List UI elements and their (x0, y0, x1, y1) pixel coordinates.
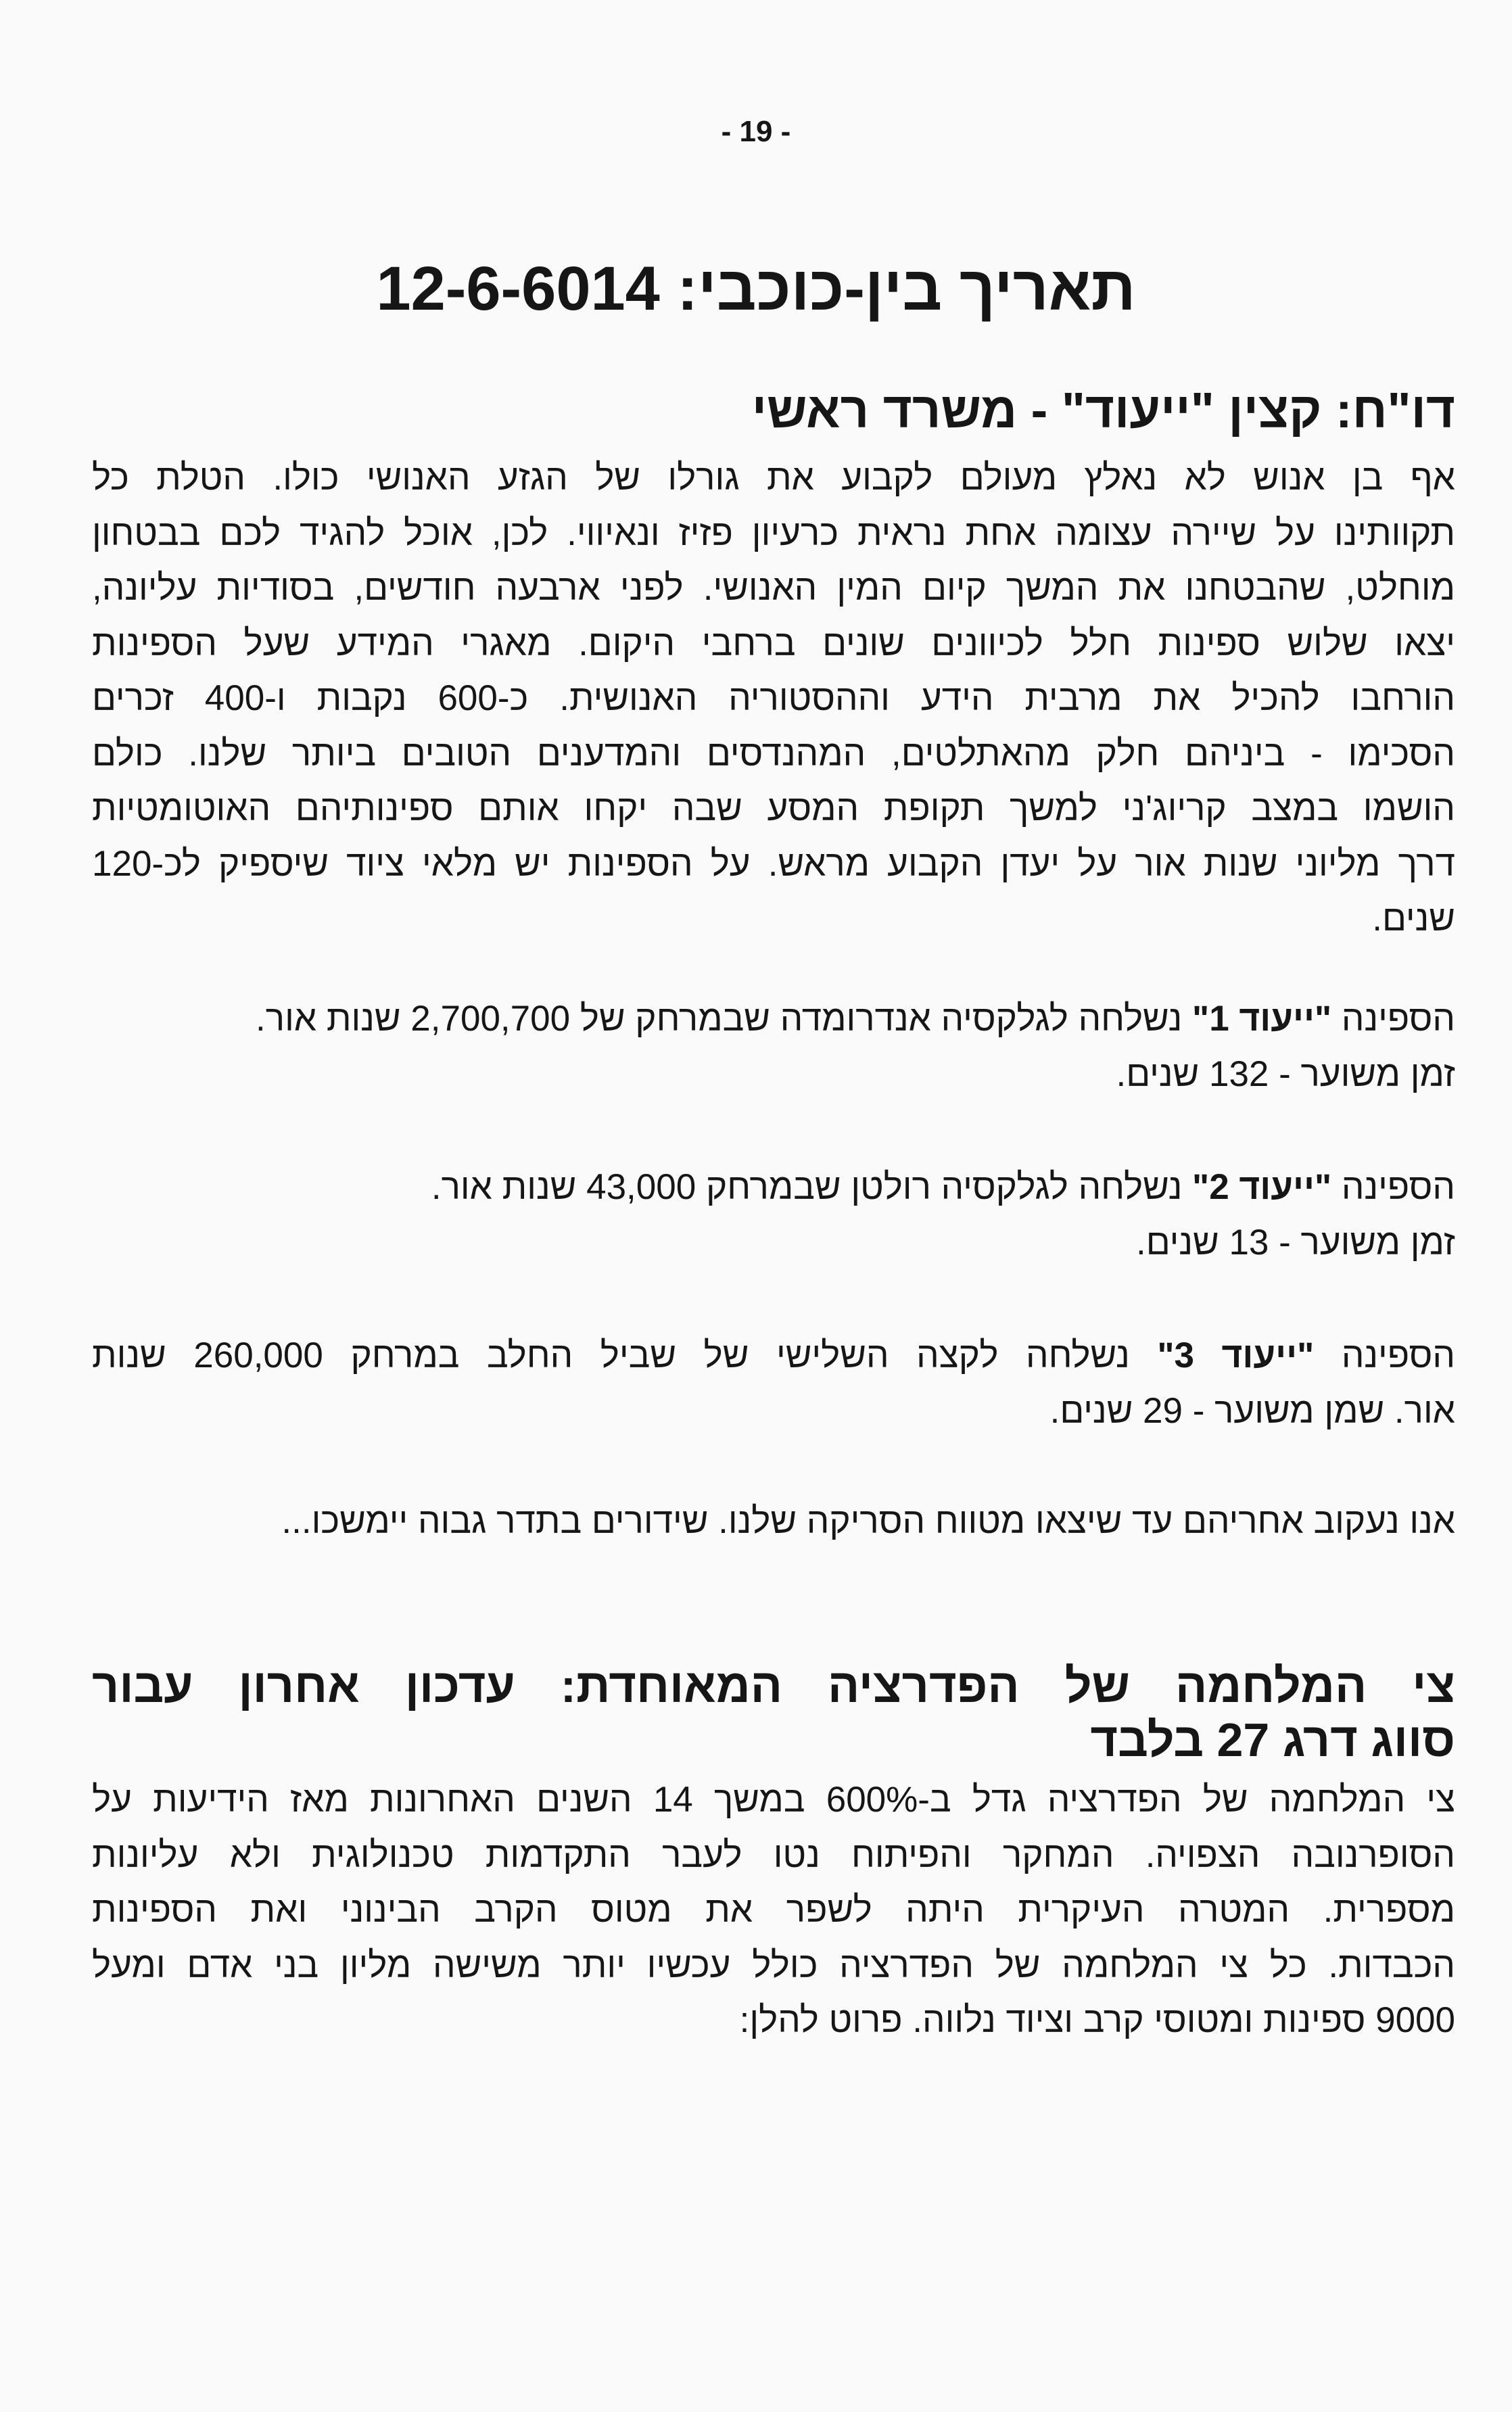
ship-3-paragraph (92, 1328, 1455, 1438)
fleet-heading (92, 1659, 1455, 1767)
fleet-heading-line: צי המלחמה של הפדרציה המאוחדת: עדכון אחרון עבור (92, 1659, 1455, 1712)
body-line: תקוותינו על שיירה עצומה אחת נראית כרעיון פזיז ונאיווי. לכן, אוכל להגיד לכם בבטחון (92, 513, 1455, 553)
ship-name: "ייעוד 2" (1192, 1167, 1332, 1207)
ship-description: נשלחה לגלקסיה רולטן שבמרחק 43,000 שנות אור. (431, 1167, 1193, 1207)
ship-name: "ייעוד 3" (1157, 1335, 1315, 1375)
body-line: הסופרנובה הצפויה. המחקר והפיתוח נטו לעבר התקדמות טכנולוגית ולא עליונות (92, 1835, 1455, 1875)
report-heading: דו"ח: קצין "ייעוד" - משרד ראשי (751, 382, 1455, 438)
body-line: הורחבו להכיל את מרבית הידע וההסטוריה האנושית. כ-600 נקבות ו-400 זכרים (92, 678, 1455, 718)
body-line: מוחלט, שהבטחנו את המשך קיום המין האנושי. לפני ארבעה חודשים, בסודיות עליונה, (92, 568, 1455, 608)
ship-description: נשלחה לגלקסיה אנדרומדה שבמרחק של 2,700,700 שנות אור. (256, 999, 1193, 1039)
body-line: שנים. (1372, 899, 1455, 939)
body-line: אף בן אנוש לא נאלץ מעולם לקבוע את גורלו של הגזע האנושי כולו. הטלת כל (92, 458, 1455, 498)
body-line: הושמו במצב קריוג'ני למשך תקופת המסע שבה יקחו אותם ספינותיהם האוטומטיות (92, 788, 1455, 828)
fleet-body (92, 1772, 1455, 2048)
page-title: תאריך בין-כוכבי: 12-6-6014 (376, 254, 1136, 323)
ship-1-paragraph (92, 991, 1455, 1102)
body-line: 9000 ספינות ומטוסי קרב וציוד נלווה. פרוט להלן: (739, 2000, 1455, 2040)
ship-prefix: הספינה (1331, 1167, 1455, 1207)
body-line: מספרית. המטרה העיקרית היתה לשפר את מטוס הקרב הבינוני ואת הספינות (92, 1890, 1455, 1930)
report-body (92, 450, 1455, 947)
ship-2-paragraph (92, 1160, 1455, 1270)
ship-prefix: הספינה (1314, 1335, 1455, 1375)
body-line: דרך מליוני שנות אור על יעדן הקבוע מראש. על הספינות יש מלאי ציוד שיספיק לכ-120 (92, 843, 1455, 884)
ship-eta: אור. שמן משוער - 29 שנים. (1049, 1390, 1455, 1431)
ship-eta: זמן משוער - 132 שנים. (1116, 1054, 1455, 1094)
ship-eta: זמן משוער - 13 שנים. (1136, 1222, 1455, 1262)
ship-line (92, 1328, 1455, 1384)
page-number: - 19 - (721, 115, 791, 148)
ship-line (92, 991, 1455, 1047)
body-line: יצאו שלוש ספינות חלל לכיוונים שונים ברחבי היקום. מאגרי המידע שעל הספינות (92, 623, 1455, 663)
fleet-heading-line: סווג דרג 27 בלבד (1090, 1713, 1455, 1766)
closing-line: אנו נעקוב אחריהם עד שיצאו מטווח הסריקה שלנו. שידורים בתדר גבוה יימשכו... (281, 1501, 1455, 1541)
ship-name: "ייעוד 1" (1192, 999, 1332, 1039)
ship-description: נשלחה לקצה השלישי של שביל החלב במרחק 260,000 שנות (92, 1335, 1158, 1375)
ship-prefix: הספינה (1331, 999, 1455, 1039)
body-line: הכבדות. כל צי המלחמה של הפדרציה כולל עכשיו יותר משישה מליון בני אדם ומעל (92, 1945, 1455, 1985)
ship-line (92, 1160, 1455, 1215)
body-line: צי המלחמה של הפדרציה גדל ב-600% במשך 14 השנים האחרונות מאז הידיעות על (92, 1780, 1456, 1820)
closing-paragraph (92, 1494, 1455, 1549)
body-line: הסכימו - ביניהם חלק מהאתלטים, המהנדסים והמדענים הטובים ביותר שלנו. כולם (92, 733, 1455, 774)
